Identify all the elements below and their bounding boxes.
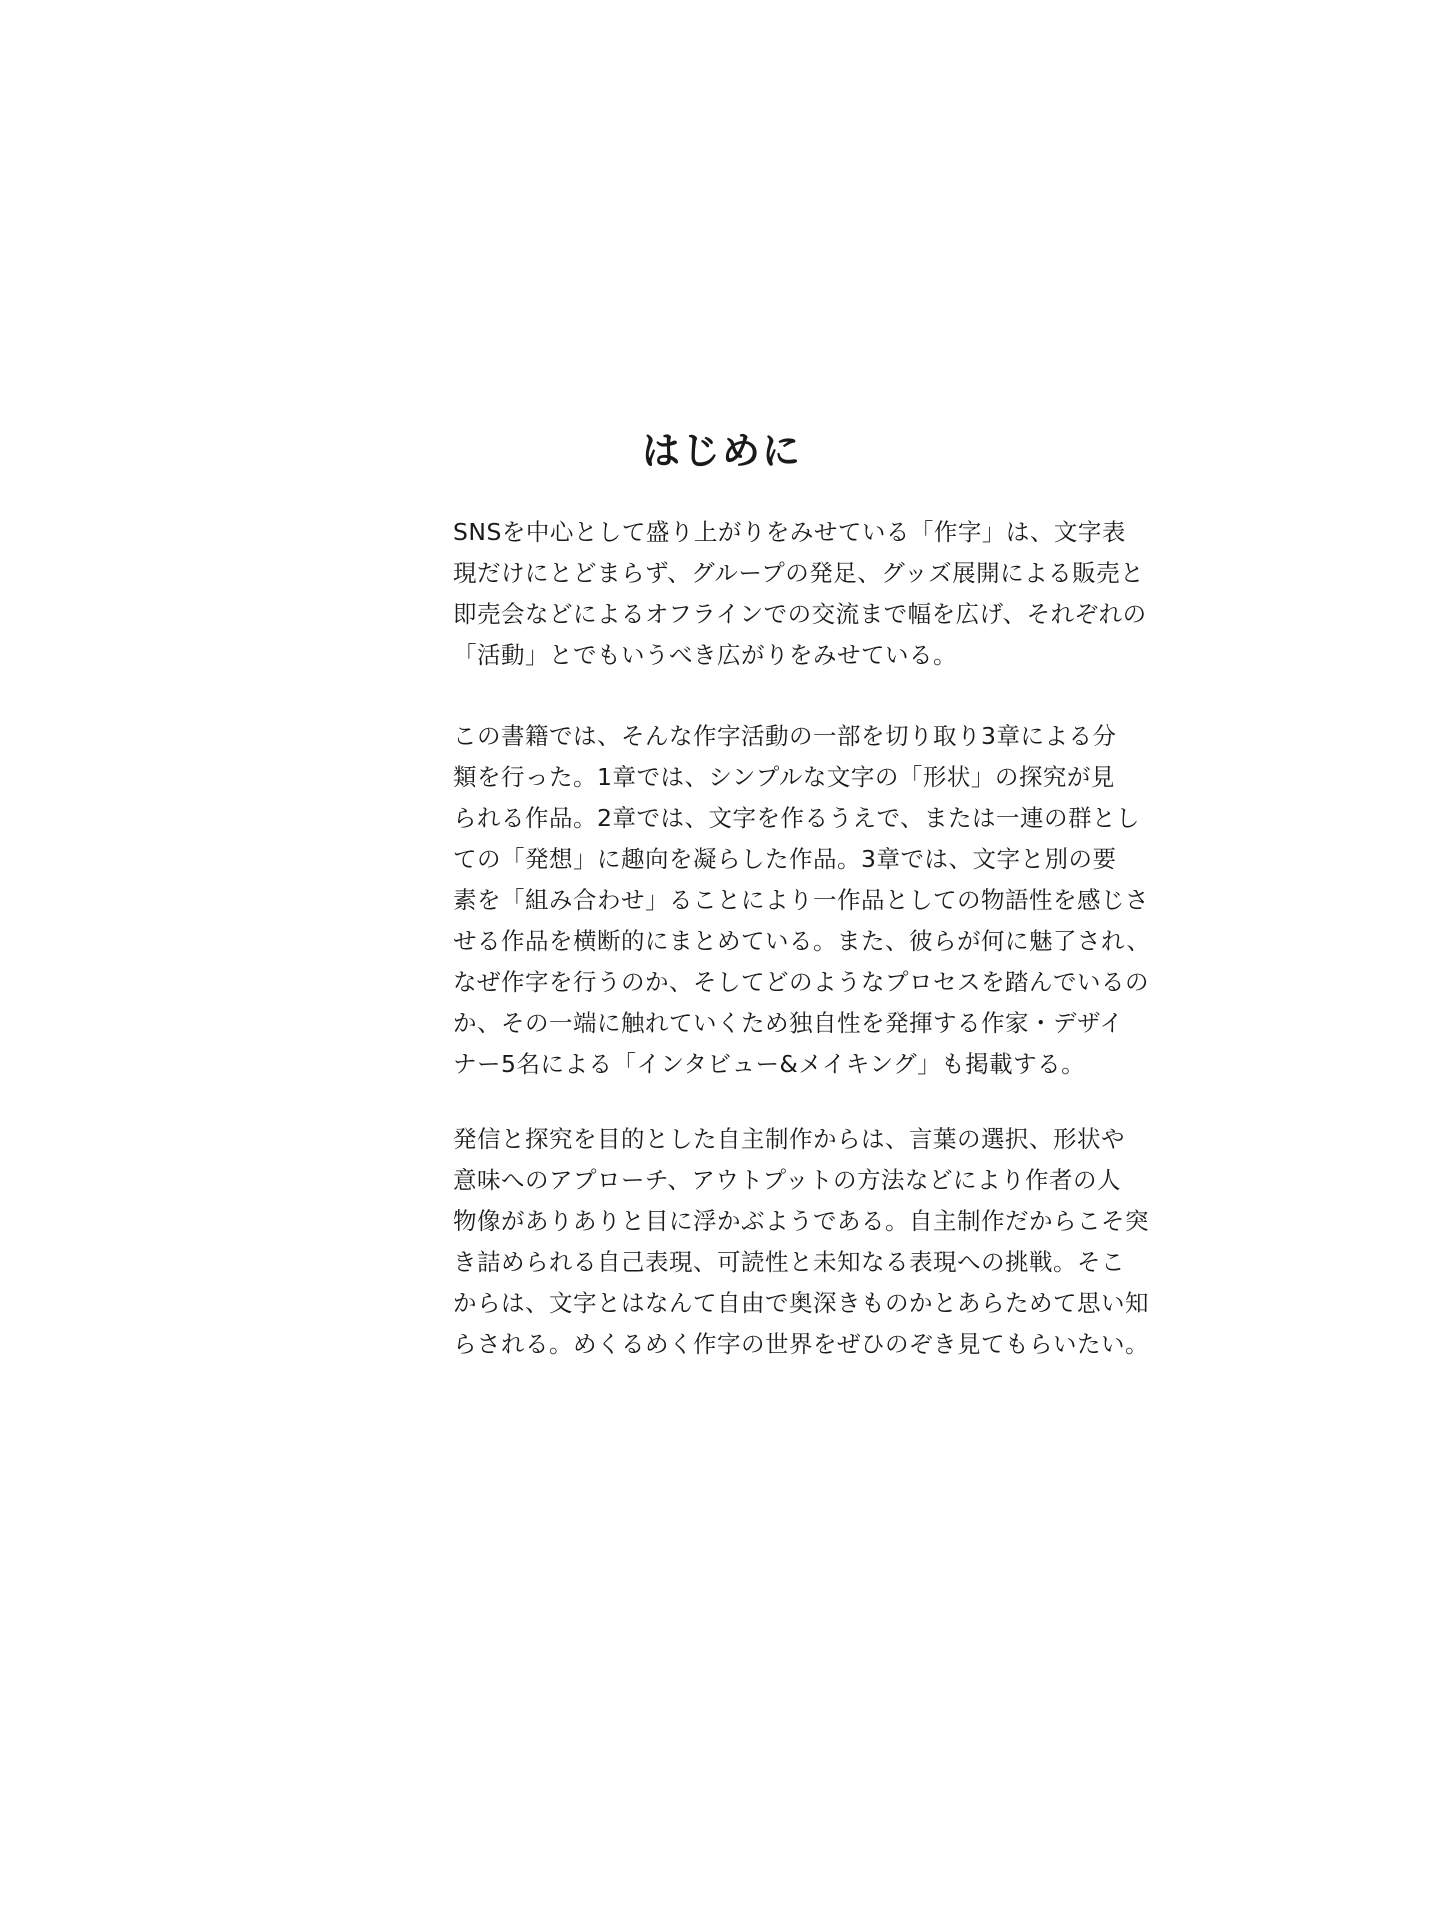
text-line: 「活動」とでもいうべき広がりをみせている。: [453, 641, 957, 669]
text-line: 現だけにとどまらず、グループの発足、グッズ展開による販売と: [453, 559, 1145, 587]
paragraph-2: [453, 716, 1151, 1085]
text-line: られる作品。2章では、文字を作るうえで、または一連の群とし: [453, 804, 1140, 832]
text-line: 即売会などによるオフラインでの交流まで幅を広げ、それぞれの: [453, 600, 1147, 628]
text-line: からは、文字とはなんて自由で奥深きものかとあらためて思い知: [453, 1289, 1149, 1317]
paragraph-3: [453, 1119, 1149, 1365]
text-line: ナー5名による「インタビュー&メイキング」も掲載する。: [453, 1050, 1086, 1078]
text-line: この書籍では、そんな作字活動の一部を切り取り3章による分: [453, 722, 1117, 750]
text-line: らされる。めくるめく作字の世界をぜひのぞき見てもらいたい。: [453, 1330, 1149, 1358]
text-line: か、その一端に触れていくため独自性を発揮する作家・デザイ: [453, 1009, 1124, 1037]
page-title: はじめに: [641, 429, 802, 474]
text-line: 素を「組み合わせ」ることにより一作品としての物語性を感じさ: [453, 886, 1149, 914]
paragraph-1: [453, 512, 1147, 676]
text-line: 物像がありありと目に浮かぶようである。自主制作だからこそ突: [453, 1207, 1149, 1235]
text-line: ての「発想」に趣向を凝らした作品。3章では、文字と別の要: [453, 845, 1117, 873]
text-line: 発信と探究を目的とした自主制作からは、言葉の選択、形状や: [453, 1125, 1125, 1153]
text-line: なぜ作字を行うのか、そしてどのようなプロセスを踏んでいるの: [453, 968, 1149, 996]
text-line: SNSを中心として盛り上がりをみせている「作字」は、文字表: [453, 518, 1126, 546]
text-line: 意味へのアプローチ、アウトプットの方法などにより作者の人: [453, 1166, 1122, 1194]
text-line: き詰められる自己表現、可読性と未知なる表現への挑戦。そこ: [453, 1248, 1125, 1276]
text-line: せる作品を横断的にまとめている。また、彼らが何に魅了され、: [453, 927, 1151, 955]
text-line: 類を行った。1章では、シンプルな文字の「形状」の探究が見: [453, 763, 1115, 791]
